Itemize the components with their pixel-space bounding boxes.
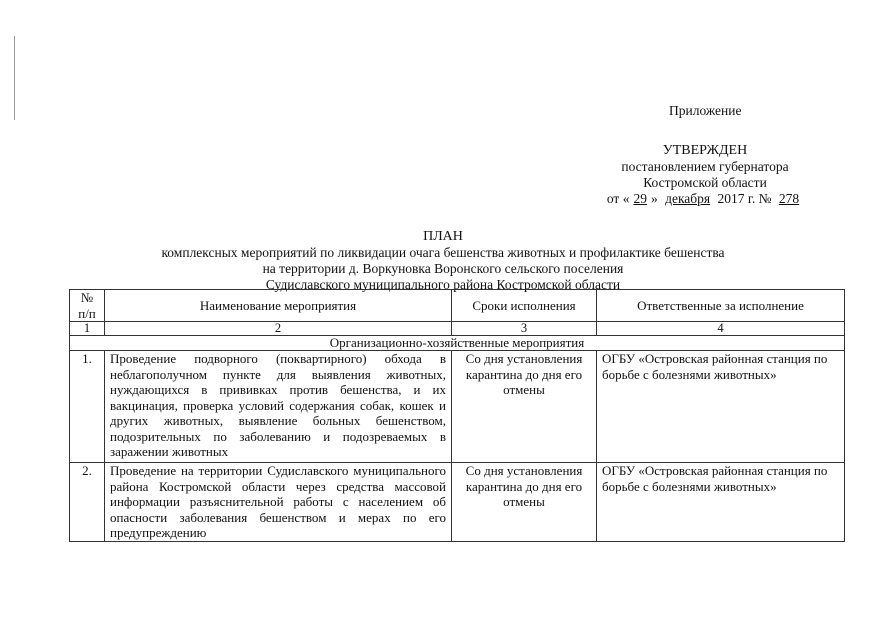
date-prefix: от « bbox=[606, 191, 630, 206]
header-resp: Ответственные за исполнение bbox=[597, 290, 845, 322]
row-name: Проведение на территории Судиславского муниципального района Костромской области через средства массовой информации разъяснительной работы с населением об опасности заболевания бешенством и мерах по его предупреждению bbox=[105, 463, 452, 542]
header-term: Сроки исполнения bbox=[452, 290, 597, 322]
plan-title: ПЛАН bbox=[423, 229, 463, 244]
scan-edge-mark bbox=[14, 36, 15, 120]
measures-table bbox=[69, 289, 845, 542]
approval-title: УТВЕРЖДЕН bbox=[662, 143, 748, 158]
row-term: Со дня установления карантина до дня его отмены bbox=[452, 351, 597, 463]
header-name: Наименование мероприятия bbox=[105, 290, 452, 322]
plan-heading bbox=[120, 229, 766, 293]
row-num: 1. bbox=[70, 351, 105, 463]
column-index: 3 bbox=[452, 322, 597, 336]
section-row bbox=[70, 336, 845, 351]
column-index: 4 bbox=[597, 322, 845, 336]
decree-number: 278 bbox=[778, 191, 800, 206]
row-name: Проведение подворного (поквартирного) обхода в неблагополучном пункте для выявления животных, нуждающихся в прививках против бешенства, и их вакцинация, проверка условий содержания собак, кошек и других животных, выявление больных бешенством, подозрительных по заболеванию и подозреваемых в заражении животных bbox=[105, 351, 452, 463]
approval-line-2: Костромской области bbox=[643, 175, 767, 190]
plan-line-1: комплексных мероприятий по ликвидации очага бешенства животных и профилактике бешенства bbox=[161, 245, 725, 260]
table-header-row bbox=[70, 290, 845, 322]
date-month: декабря bbox=[665, 191, 711, 206]
row-resp: ОГБУ «Островская районная станция по борьбе с болезнями животных» bbox=[597, 463, 845, 542]
approval-block bbox=[580, 143, 830, 207]
appendix-label: Приложение bbox=[669, 103, 742, 118]
column-index: 2 bbox=[105, 322, 452, 336]
table-row bbox=[70, 351, 845, 463]
row-term: Со дня установления карантина до дня его отмены bbox=[452, 463, 597, 542]
column-index: 1 bbox=[70, 322, 105, 336]
row-num: 2. bbox=[70, 463, 105, 542]
date-day: 29 bbox=[633, 191, 647, 206]
row-resp: ОГБУ «Островская районная станция по борьбе с болезнями животных» bbox=[597, 351, 845, 463]
plan-line-3: Судиславского муниципального района Костромской области bbox=[265, 277, 621, 292]
date-year: 2017 г. № bbox=[717, 191, 772, 206]
approval-line-1: постановлением губернатора bbox=[621, 159, 789, 174]
section-title: Организационно-хозяйственные мероприятия bbox=[70, 336, 845, 351]
table-row bbox=[70, 463, 845, 542]
date-mid: » bbox=[650, 191, 658, 206]
plan-line-2: на территории д. Воркуновка Воронского сельского поселения bbox=[262, 261, 624, 276]
header-num: № п/п bbox=[70, 290, 105, 322]
approval-date-line bbox=[580, 191, 830, 207]
column-index-row bbox=[70, 322, 845, 336]
